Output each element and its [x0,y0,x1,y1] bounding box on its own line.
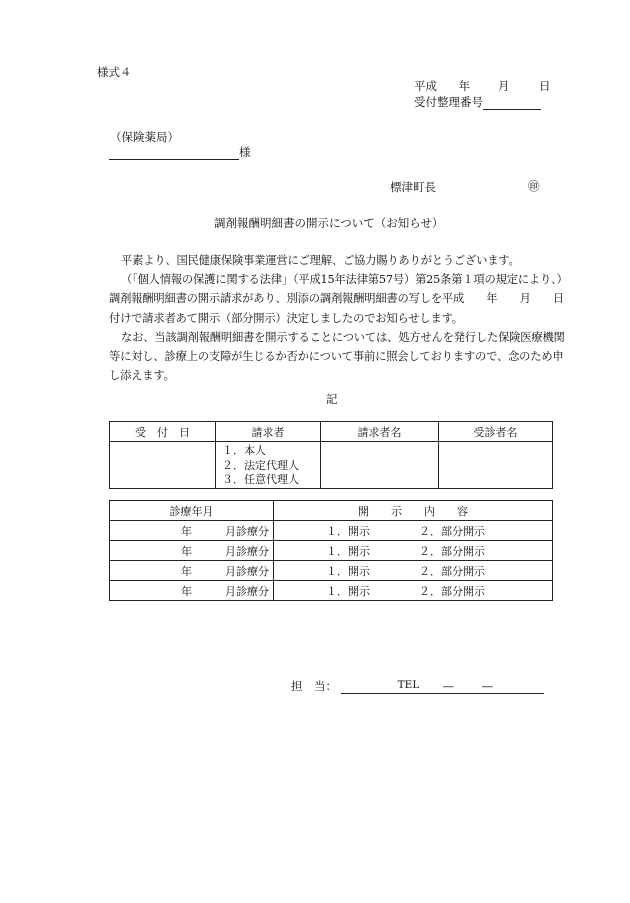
treatment-month-cell[interactable]: 年 月診療分 [110,561,274,581]
option-disclose[interactable]: １．開示 [326,544,370,558]
header-disclosure-content: 開 示 内 容 [274,501,553,521]
recipient-line [109,144,251,160]
recipient-org: （保険薬局） [110,130,179,144]
treatment-month-cell[interactable]: 年 月診療分 [110,581,274,601]
option-partial-disclose[interactable]: ２．部分開示 [419,524,485,538]
reception-number-field[interactable] [483,97,541,110]
header-patient-name: 受診者名 [439,422,553,442]
date-line [414,78,550,94]
option-disclose[interactable]: １．開示 [326,564,370,578]
contact-dash-2: — [481,679,494,693]
recipient-honorific: 様 [239,145,251,159]
requester-options [216,442,320,488]
disclosure-cell [274,581,553,601]
date-month: 月 [497,79,510,93]
treatment-month-cell[interactable]: 年 月診療分 [110,541,274,561]
ki-label: 記 [326,392,338,406]
treatment-month-cell[interactable]: 年 月診療分 [110,521,274,541]
reception-number [414,94,541,110]
request-table-row [110,442,553,489]
option-disclose[interactable]: １．開示 [326,584,370,598]
requester-option-legal-agent[interactable]: ２．法定代理人 [222,458,299,472]
header-treatment-month: 診療年月 [110,501,274,521]
request-table-header [110,422,553,442]
date-era: 平成 [414,79,437,93]
paragraph-1: 平素より、国民健康保険事業運営にご理解、ご協力賜りありがとうございます。 [121,254,520,267]
header-requester-name: 請求者名 [321,422,439,442]
paragraph-3: なお、当該調剤報酬明細書を開示することについては、処方せんを発行した保険医療機関等に対し、診療上の支障が生じるか否かについて事前に照会しておりますので、念のため申し添えます。 [109,330,565,383]
reception-number-label: 受付整理番号 [414,95,483,109]
requester-cell[interactable] [216,442,321,489]
seal-mark: ㊞ [528,179,540,193]
table-row [110,581,553,601]
disclosure-table [109,500,553,601]
date-year: 年 [458,79,471,93]
option-disclose[interactable]: １．開示 [326,524,370,538]
option-partial-disclose[interactable]: ２．部分開示 [419,564,485,578]
disclosure-cell [274,541,553,561]
table-row [110,561,553,581]
date-day: 日 [538,79,551,93]
document-title: 調剤報酬明細書の開示について（お知らせ） [214,216,444,230]
form-number: 様式４ [97,65,132,79]
contact-field[interactable] [341,680,544,694]
disclosure-cell [274,561,553,581]
reception-date-cell[interactable] [110,442,216,489]
body-text [109,251,566,385]
contact-label: 担 当： [291,679,337,693]
requester-option-voluntary-agent[interactable]: ３．任意代理人 [222,473,299,486]
disclosure-table-header [110,501,553,521]
disclosure-cell [274,521,553,541]
header-requester: 請求者 [216,422,321,442]
recipient-name-field[interactable] [109,147,239,160]
patient-name-cell[interactable] [439,442,553,489]
table-row [110,521,553,541]
contact-tel-label: TEL [397,679,420,691]
requester-option-self[interactable]: １．本人 [222,444,266,457]
request-table [109,421,553,489]
contact-dash-1: — [442,679,455,693]
paragraph-2: （「個人情報の保護に関する法律」（平成15年法律第57号）第25条第１項の規定により、）調剤報酬明細書の開示請求があり、別添の調剤報酬明細書の写しを平成 年 月 日付けで請求者あて開示（部分開示）決定しましたのでお知らせします。 [109,273,564,325]
sender-title: 標津町長 [390,180,436,194]
table-row [110,541,553,561]
option-partial-disclose[interactable]: ２．部分開示 [419,544,485,558]
requester-name-cell[interactable] [321,442,439,489]
header-reception-date: 受 付 日 [110,422,216,442]
option-partial-disclose[interactable]: ２．部分開示 [419,584,485,598]
contact-line [291,678,544,694]
